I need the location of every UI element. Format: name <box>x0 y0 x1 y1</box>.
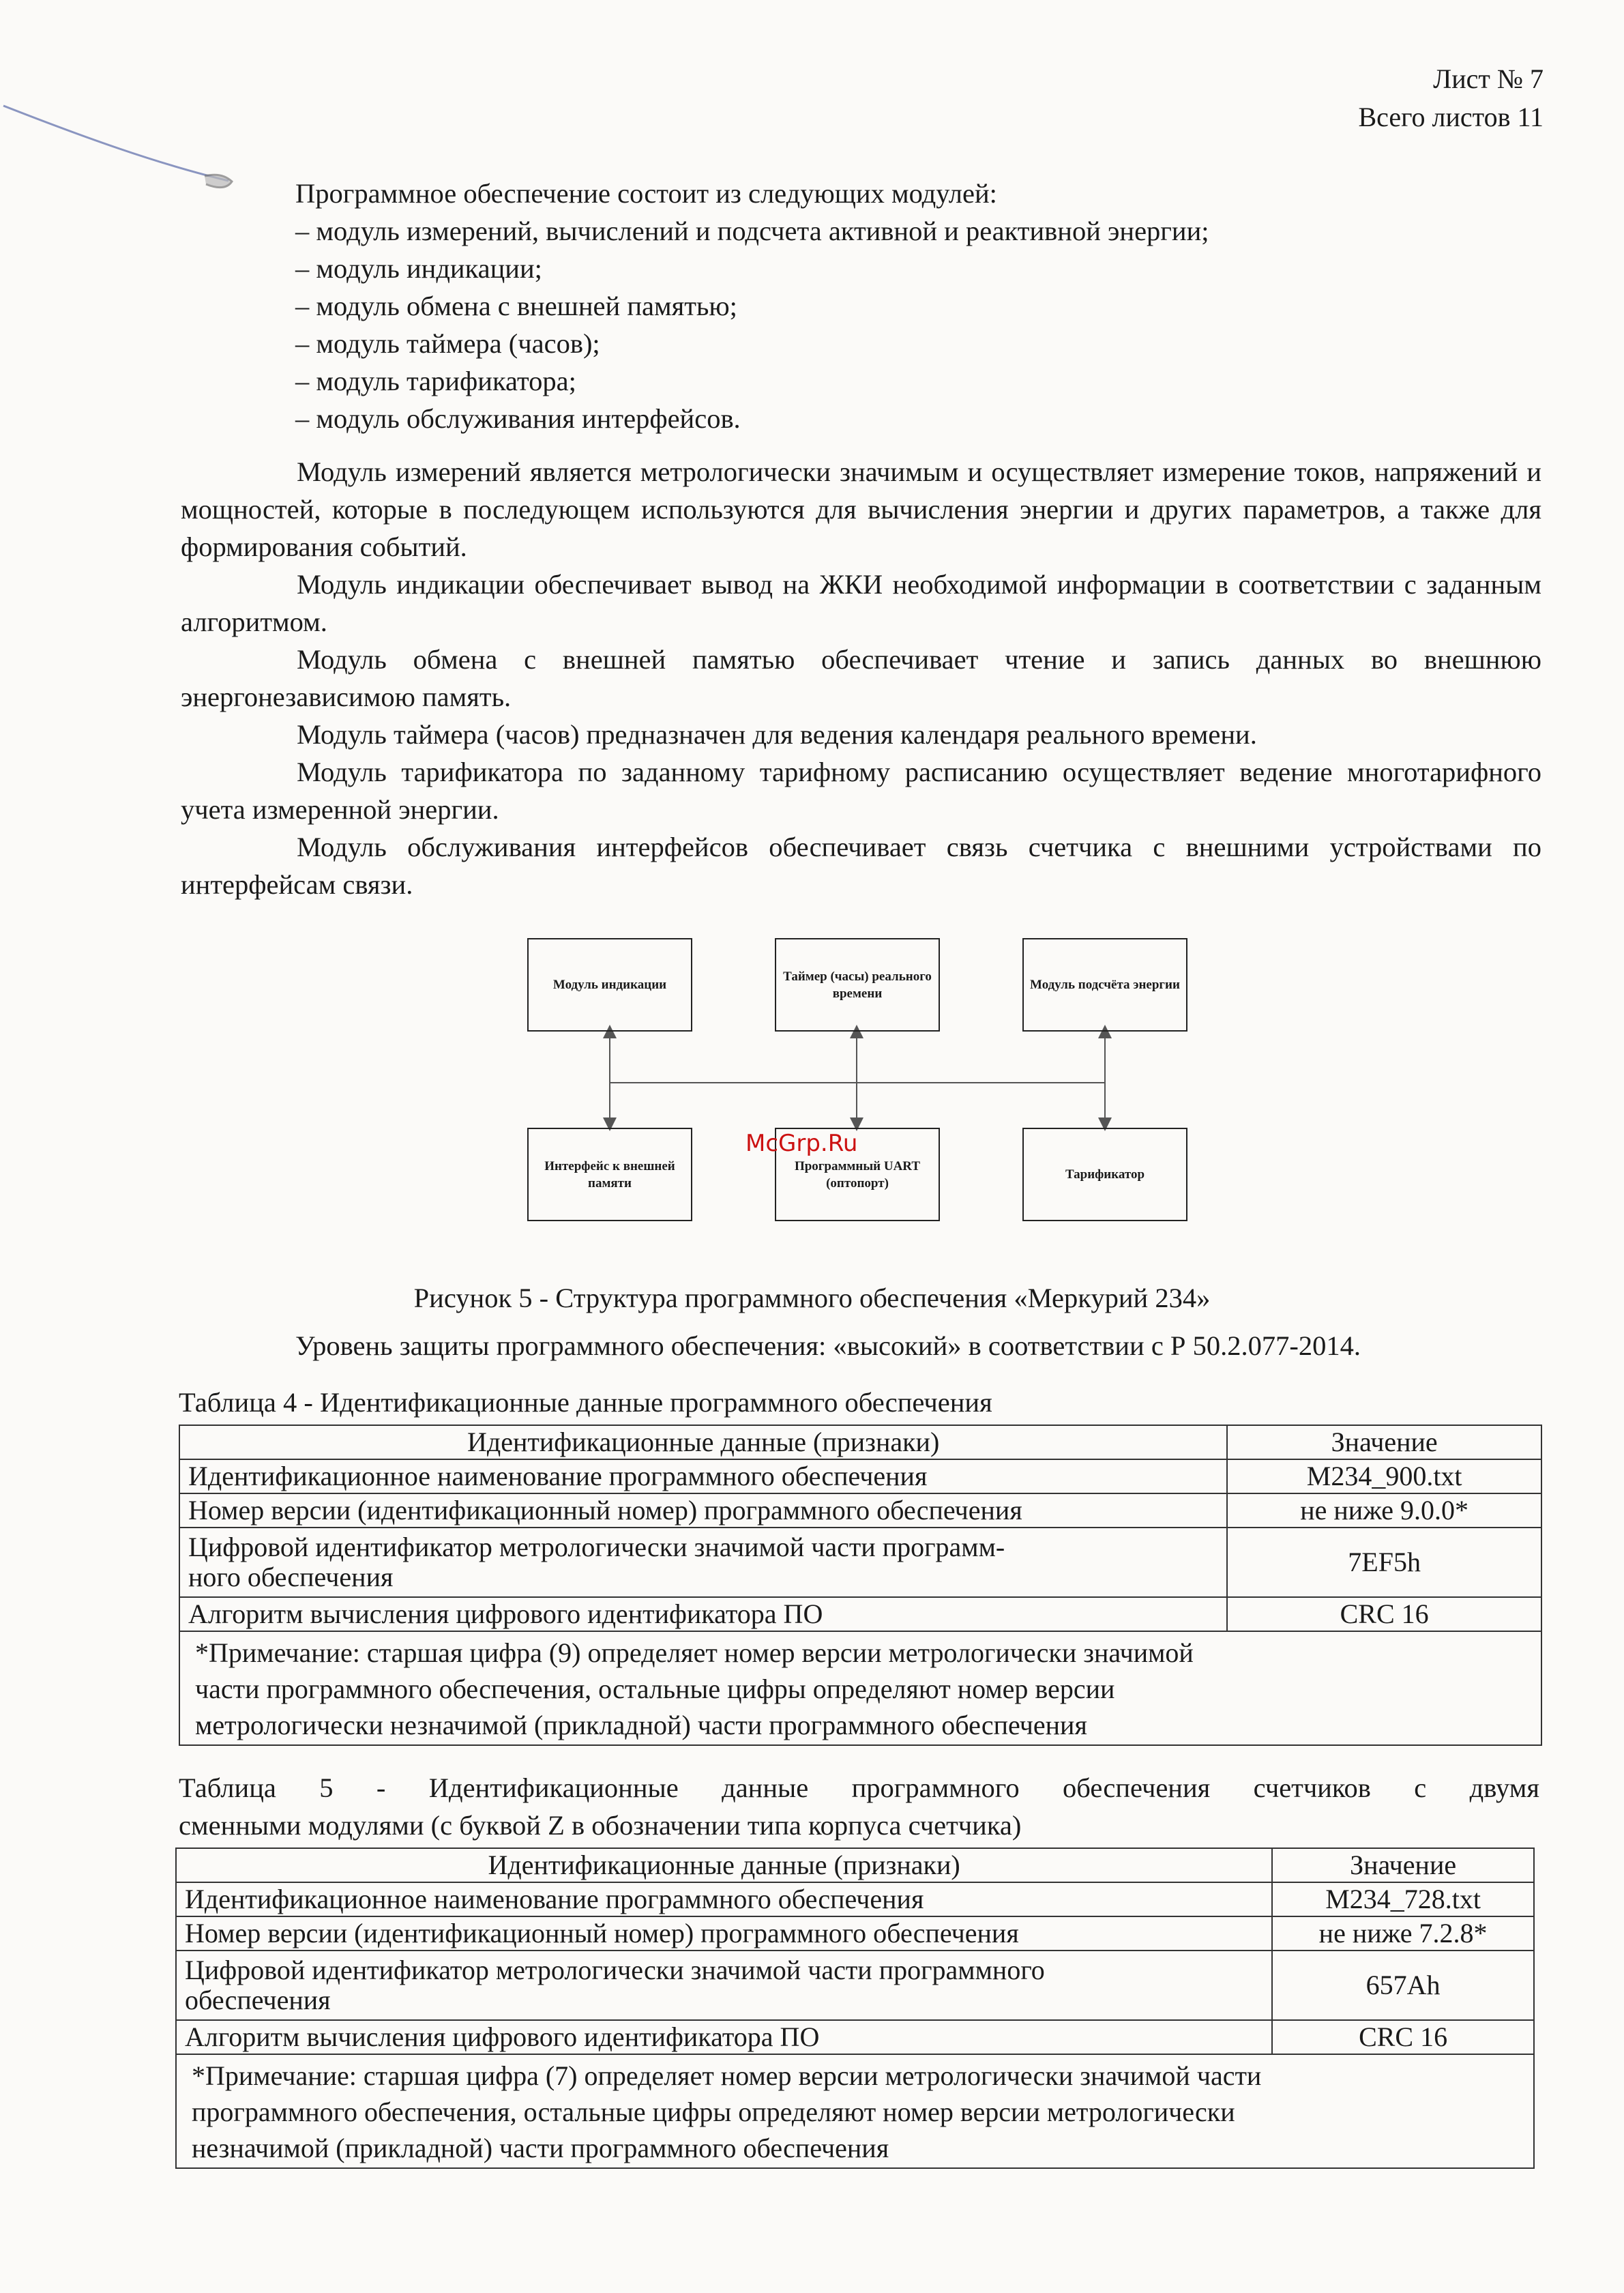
table-row <box>179 1493 1541 1528</box>
uart-box: Программный UART (оптопорт) <box>775 1128 940 1221</box>
pen-mark <box>0 96 266 198</box>
note-line: *Примечание: старшая цифра (9) определяет номер версии метрологически значимой <box>195 1637 1194 1668</box>
paragraph-timer: Модуль таймера (часов) предназначен для ведения календаря реального времени. <box>297 719 1257 750</box>
table-row <box>179 1459 1541 1493</box>
sheet-total: Всего листов 11 <box>1358 102 1544 132</box>
memory-interface-box: Интерфейс к внешней памяти <box>527 1128 692 1221</box>
table-cell: M234_728.txt <box>1272 1882 1534 1916</box>
note-line: метрологически незначимой (прикладной) части программного обеспечения <box>195 1710 1087 1740</box>
module-list-item: – модуль обслуживания интерфейсов. <box>295 403 741 434</box>
table-cell: CRC 16 <box>1272 2020 1534 2054</box>
table-row <box>176 2054 1534 2168</box>
table-note <box>176 2054 1534 2168</box>
table-cell: Номер версии (идентификационный номер) программного обеспечения <box>179 1493 1227 1528</box>
table-cell: CRC 16 <box>1227 1597 1541 1631</box>
module-list-item: – модуль измерений, вычислений и подсчета активной и реактивной энергии; <box>295 216 1209 246</box>
table-cell: 657Ah <box>1272 1951 1534 2020</box>
table-cell <box>179 1528 1227 1597</box>
table-row <box>179 1528 1541 1597</box>
protection-level: Уровень защиты программного обеспечения: «высокий» в соответствии с Р 50.2.077-2014. <box>295 1330 1361 1361</box>
table-cell <box>176 1951 1272 2020</box>
table-cell: Номер версии (идентификационный номер) программного обеспечения <box>176 1916 1272 1951</box>
table-cell: Алгоритм вычисления цифрового идентификатора ПО <box>179 1597 1227 1631</box>
table-row <box>179 1631 1541 1745</box>
table5 <box>175 1847 1535 2169</box>
table-header: Идентификационные данные (признаки) <box>176 1848 1272 1882</box>
note-line: части программного обеспечения, остальные цифры определяют номер версии <box>195 1674 1115 1704</box>
table-cell: Алгоритм вычисления цифрового идентификатора ПО <box>176 2020 1272 2054</box>
table-row <box>176 1848 1534 1882</box>
table-row <box>176 1951 1534 2020</box>
module-list-item: – модуль индикации; <box>295 253 542 284</box>
tariff-box: Тарификатор <box>1022 1128 1187 1221</box>
table-cell-line: Цифровой идентификатор метрологически значимой части программного <box>185 1955 1045 1985</box>
table4-title: Таблица 4 - Идентификационные данные программного обеспечения <box>179 1387 992 1418</box>
table-header: Значение <box>1272 1848 1534 1882</box>
intro-text: Программное обеспечение состоит из следующих модулей: <box>295 178 997 209</box>
table-row <box>176 1916 1534 1951</box>
note-line: программного обеспечения, остальные цифры определяют номер версии метрологически <box>192 2097 1235 2127</box>
table-note <box>179 1631 1541 1745</box>
table-row <box>179 1425 1541 1459</box>
table5-title-continued: сменными модулями (с буквой Z в обозначении типа корпуса счетчика) <box>179 1810 1022 1841</box>
table-cell: Идентификационное наименование программного обеспечения <box>176 1882 1272 1916</box>
table-cell: M234_900.txt <box>1227 1459 1541 1493</box>
module-list-item: – модуль таймера (часов); <box>295 328 600 359</box>
timer-module-box: Таймер (часы) реального времени <box>775 938 940 1032</box>
paragraph-memory: Модуль обмена с внешней памятью обеспечивает чтение и запись данных во внешнюю энергонезависимою память. <box>181 644 1541 712</box>
table-header: Значение <box>1227 1425 1541 1459</box>
paragraph-tariff: Модуль тарификатора по заданному тарифному расписанию осуществляет ведение многотарифного учета измеренной энергии. <box>181 757 1541 825</box>
table-cell: не ниже 9.0.0* <box>1227 1493 1541 1528</box>
paragraph-indication: Модуль индикации обеспечивает вывод на ЖКИ необходимой информации в соответствии с заданным алгоритмом. <box>181 569 1541 637</box>
note-line: незначимой (прикладной) части программного обеспечения <box>192 2133 889 2163</box>
table-row <box>176 2020 1534 2054</box>
table4 <box>179 1425 1542 1746</box>
paragraph-interfaces: Модуль обслуживания интерфейсов обеспечивает связь счетчика с внешними устройствами по интерфейсам связи. <box>181 832 1541 900</box>
paragraph-measurement: Модуль измерений является метрологически значимым и осуществляет измерение токов, напряжений и мощностей, которые в последующем используются для вычисления энергии и других параметров, а также для формирования событий. <box>181 456 1541 562</box>
structure-diagram <box>525 914 1207 1242</box>
sheet-number: Лист № 7 <box>1433 63 1544 94</box>
figure-caption: Рисунок 5 - Структура программного обеспечения «Меркурий 234» <box>413 1283 1211 1313</box>
table-cell: Идентификационное наименование программного обеспечения <box>179 1459 1227 1493</box>
table-row <box>176 1882 1534 1916</box>
watermark: McGrp.Ru <box>745 1130 858 1157</box>
energy-module-box: Модуль подсчёта энергии <box>1022 938 1187 1032</box>
table-cell: не ниже 7.2.8* <box>1272 1916 1534 1951</box>
table-header: Идентификационные данные (признаки) <box>179 1425 1227 1459</box>
module-list-item: – модуль тарификатора; <box>295 366 576 396</box>
table-cell-line: Цифровой идентификатор метрологически значимой части программ- <box>188 1532 1005 1562</box>
table5-title: Таблица 5 - Идентификационные данные программного обеспечения счетчиков с двумя <box>179 1772 1539 1803</box>
table-cell: 7EF5h <box>1227 1528 1541 1597</box>
module-list-item: – модуль обмена с внешней памятью; <box>295 291 737 321</box>
note-line: *Примечание: старшая цифра (7) определяет номер версии метрологически значимой части <box>192 2060 1262 2091</box>
indication-module-box: Модуль индикации <box>527 938 692 1032</box>
table-cell-line: обеспечения <box>185 1985 331 2015</box>
table-cell-line: ного обеспечения <box>188 1562 394 1592</box>
table-row <box>179 1597 1541 1631</box>
